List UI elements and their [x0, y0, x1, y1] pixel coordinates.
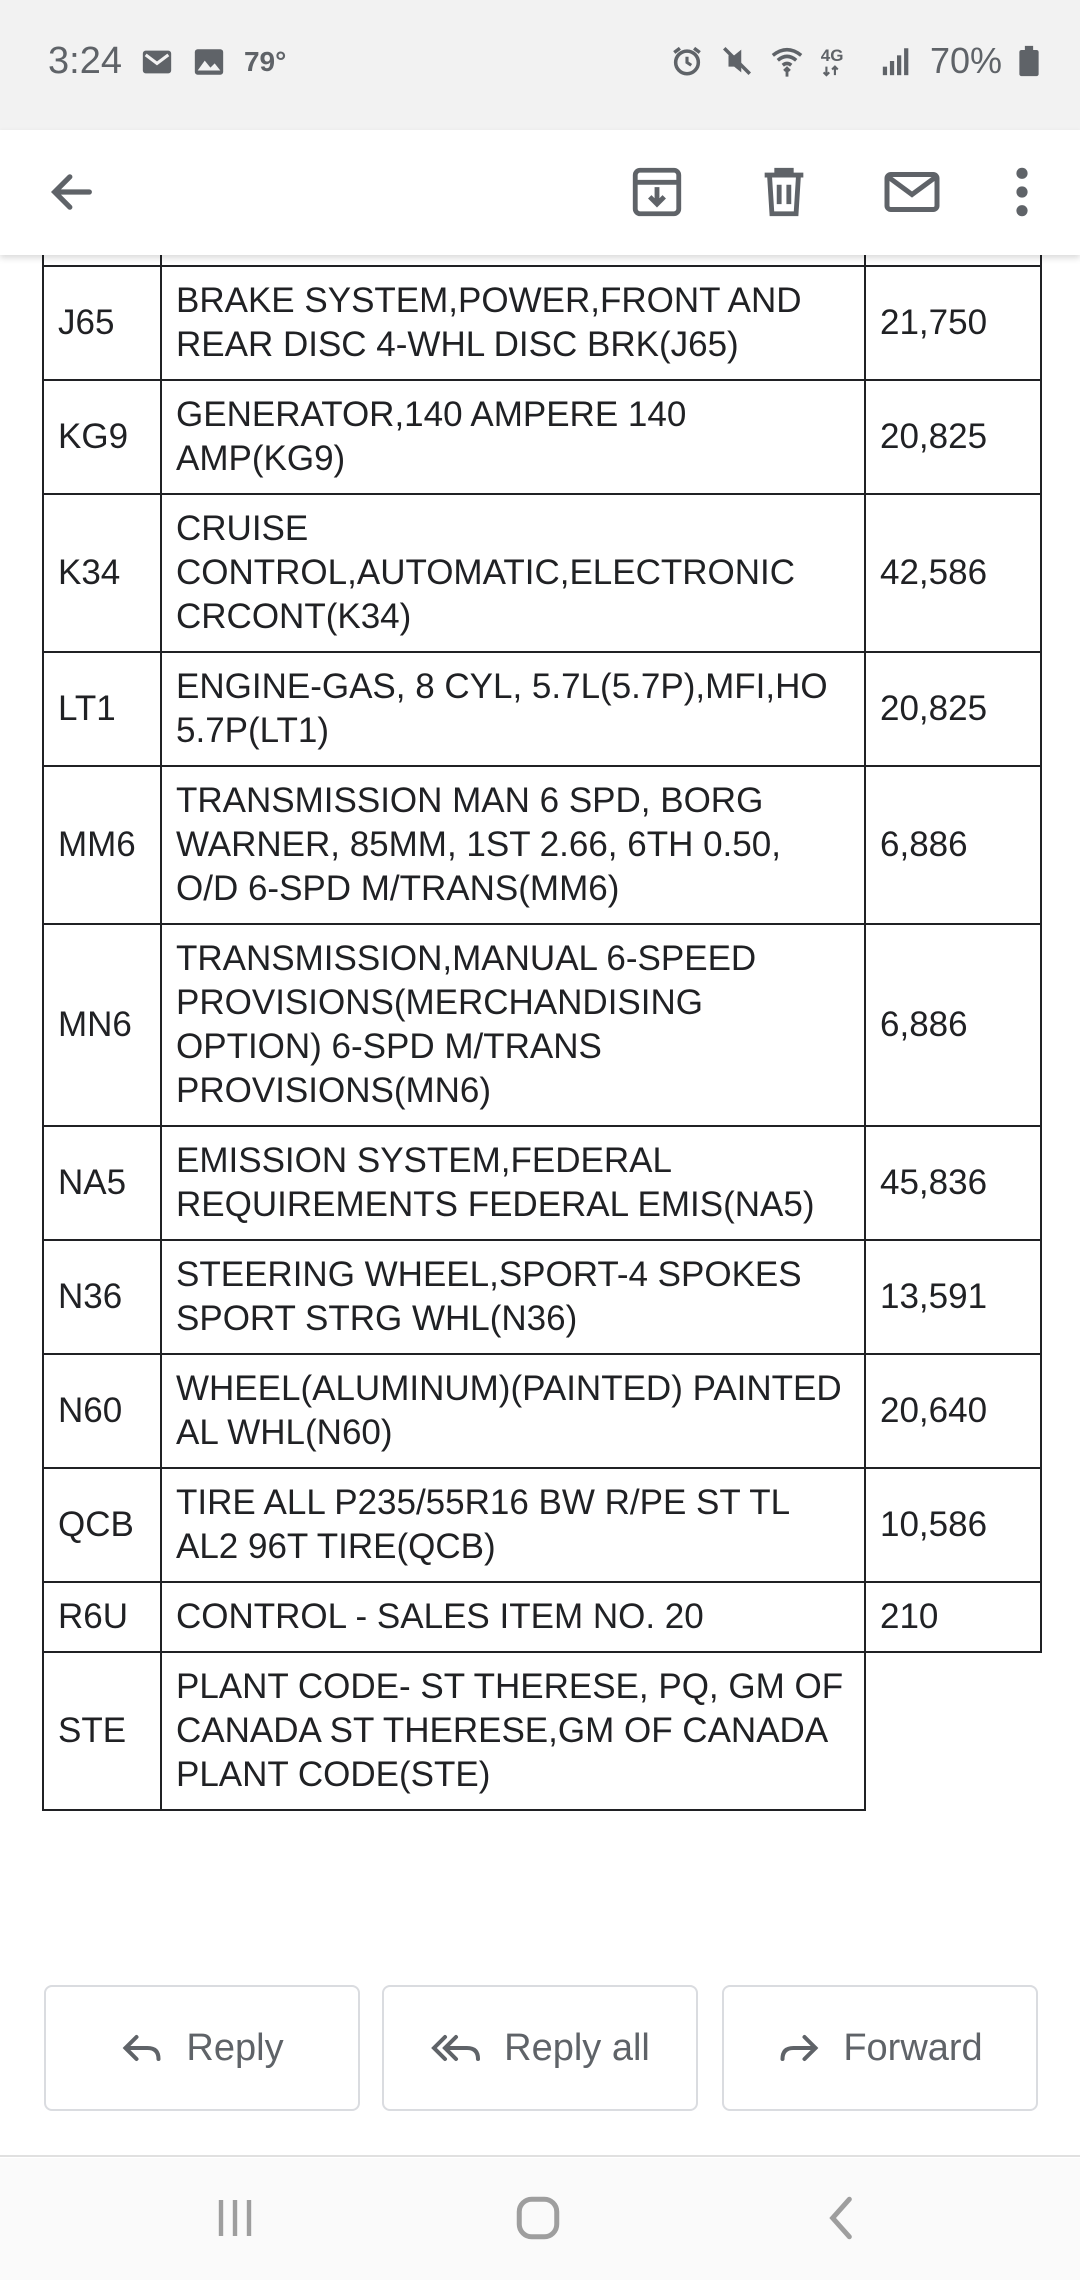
home-icon — [513, 2193, 563, 2243]
option-value-cell — [865, 1652, 1041, 1810]
table-row — [43, 1468, 1041, 1582]
more-vert-icon — [1002, 164, 1042, 220]
table-row — [43, 1652, 1041, 1810]
option-description-cell: BRAKE SYSTEM,POWER,FRONT AND REAR DISC 4-WHL DISC BRK(J65) — [161, 266, 865, 380]
battery-percent: 70% — [929, 40, 1002, 81]
option-value-cell: 20,640 — [865, 1354, 1041, 1468]
more-options-button[interactable] — [980, 150, 1064, 234]
option-code-cell: N60 — [43, 1354, 161, 1468]
mark-unread-button[interactable] — [870, 150, 954, 234]
options-table — [42, 195, 1042, 1811]
table-row — [43, 652, 1041, 766]
battery-icon — [1018, 44, 1040, 78]
option-value-cell: 21,750 — [865, 266, 1041, 380]
option-description-cell: CONTROL - SALES ITEM NO. 20 — [161, 1582, 865, 1652]
reply-button[interactable] — [44, 1985, 360, 2111]
back-chevron-icon — [821, 2193, 861, 2243]
recents-icon — [211, 2196, 259, 2240]
option-code-cell: KG9 — [43, 380, 161, 494]
trash-icon — [755, 163, 813, 221]
option-value-cell: 6,886 — [865, 766, 1041, 924]
option-description-cell: ENGINE-GAS, 8 CYL, 5.7L(5.7P),MFI,HO 5.7P(LT1) — [161, 652, 865, 766]
reply-actions — [44, 1985, 1036, 2109]
network-label: 4G — [820, 46, 844, 65]
table-row — [43, 1582, 1041, 1652]
option-code-cell: N36 — [43, 1240, 161, 1354]
home-button[interactable] — [503, 2188, 573, 2248]
network-4g-icon — [820, 44, 864, 78]
option-description-cell: TRANSMISSION,MANUAL 6-SPEED PROVISIONS(MERCHANDISING OPTION) 6-SPD M/TRANS PROVISIONS(MN6) — [161, 924, 865, 1126]
option-description-cell: STEERING WHEEL,SPORT-4 SPOKES SPORT STRG WHL(N36) — [161, 1240, 865, 1354]
app-bar — [0, 130, 1080, 255]
alarm-icon — [670, 44, 704, 78]
option-description-cell: EMISSION SYSTEM,FEDERAL REQUIREMENTS FEDERAL EMIS(NA5) — [161, 1126, 865, 1240]
option-value-cell: 6,886 — [865, 924, 1041, 1126]
option-code-cell: J65 — [43, 266, 161, 380]
divider — [0, 2155, 1080, 2157]
option-value-cell: 20,825 — [865, 652, 1041, 766]
vibrate-mute-icon — [720, 44, 754, 78]
option-value-cell: 13,591 — [865, 1240, 1041, 1354]
option-description-cell: CRUISE CONTROL,AUTOMATIC,ELECTRONIC CRCONT(K34) — [161, 494, 865, 652]
reply-all-button[interactable] — [382, 1985, 698, 2111]
option-code-cell: QCB — [43, 1468, 161, 1582]
option-code-cell: LT1 — [43, 652, 161, 766]
table-row — [43, 380, 1041, 494]
reply-label: Reply — [186, 2026, 284, 2069]
forward-icon — [777, 2026, 821, 2070]
reply-all-label: Reply all — [504, 2026, 650, 2069]
option-value-cell: 10,586 — [865, 1468, 1041, 1582]
table-row — [43, 1240, 1041, 1354]
status-right — [670, 40, 1040, 82]
status-left — [48, 40, 286, 83]
option-value-cell: 42,586 — [865, 494, 1041, 652]
option-description-cell: TRANSMISSION MAN 6 SPD, BORG WARNER, 85MM, 1ST 2.66, 6TH 0.50, O/D 6-SPD M/TRANS(MM6) — [161, 766, 865, 924]
option-code-cell: MN6 — [43, 924, 161, 1126]
option-description-cell: TIRE ALL P235/55R16 BW R/PE ST TL AL2 96T TIRE(QCB) — [161, 1468, 865, 1582]
status-bar — [0, 0, 1080, 130]
back-button[interactable] — [30, 150, 114, 234]
table-row — [43, 766, 1041, 924]
recents-button[interactable] — [200, 2188, 270, 2248]
reply-icon — [120, 2026, 164, 2070]
signal-icon — [880, 44, 914, 78]
option-code-cell: MM6 — [43, 766, 161, 924]
option-description-cell: WHEEL(ALUMINUM)(PAINTED) PAINTED AL WHL(N60) — [161, 1354, 865, 1468]
email-body[interactable] — [0, 255, 1080, 1905]
table-row — [43, 1354, 1041, 1468]
wifi-icon — [770, 44, 804, 78]
mail-icon — [882, 162, 942, 222]
archive-icon — [628, 163, 686, 221]
system-nav-bar — [0, 2158, 1080, 2280]
table-row — [43, 924, 1041, 1126]
back-nav-button[interactable] — [806, 2188, 876, 2248]
table-row — [43, 494, 1041, 652]
option-description-cell: GENERATOR,140 AMPERE 140 AMP(KG9) — [161, 380, 865, 494]
option-code-cell: K34 — [43, 494, 161, 652]
option-value-cell: 210 — [865, 1582, 1041, 1652]
gallery-notification-icon — [192, 45, 226, 79]
option-description-cell: PLANT CODE- ST THERESE, PQ, GM OF CANADA ST THERESE,GM OF CANADA PLANT CODE(STE) — [161, 1652, 865, 1810]
status-time: 3:24 — [48, 40, 122, 82]
forward-label: Forward — [843, 2026, 983, 2069]
option-code-cell: NA5 — [43, 1126, 161, 1240]
option-value-cell: 20,825 — [865, 380, 1041, 494]
archive-button[interactable] — [615, 150, 699, 234]
delete-button[interactable] — [742, 150, 826, 234]
table-row — [43, 1126, 1041, 1240]
option-code-cell: STE — [43, 1652, 161, 1810]
gmail-notification-icon — [140, 45, 174, 79]
forward-button[interactable] — [722, 1985, 1038, 2111]
table-row — [43, 266, 1041, 380]
option-value-cell: 45,836 — [865, 1126, 1041, 1240]
reply-all-icon — [430, 2026, 482, 2070]
status-temperature: 79° — [243, 45, 287, 77]
option-code-cell: R6U — [43, 1582, 161, 1652]
back-arrow-icon — [46, 166, 98, 218]
